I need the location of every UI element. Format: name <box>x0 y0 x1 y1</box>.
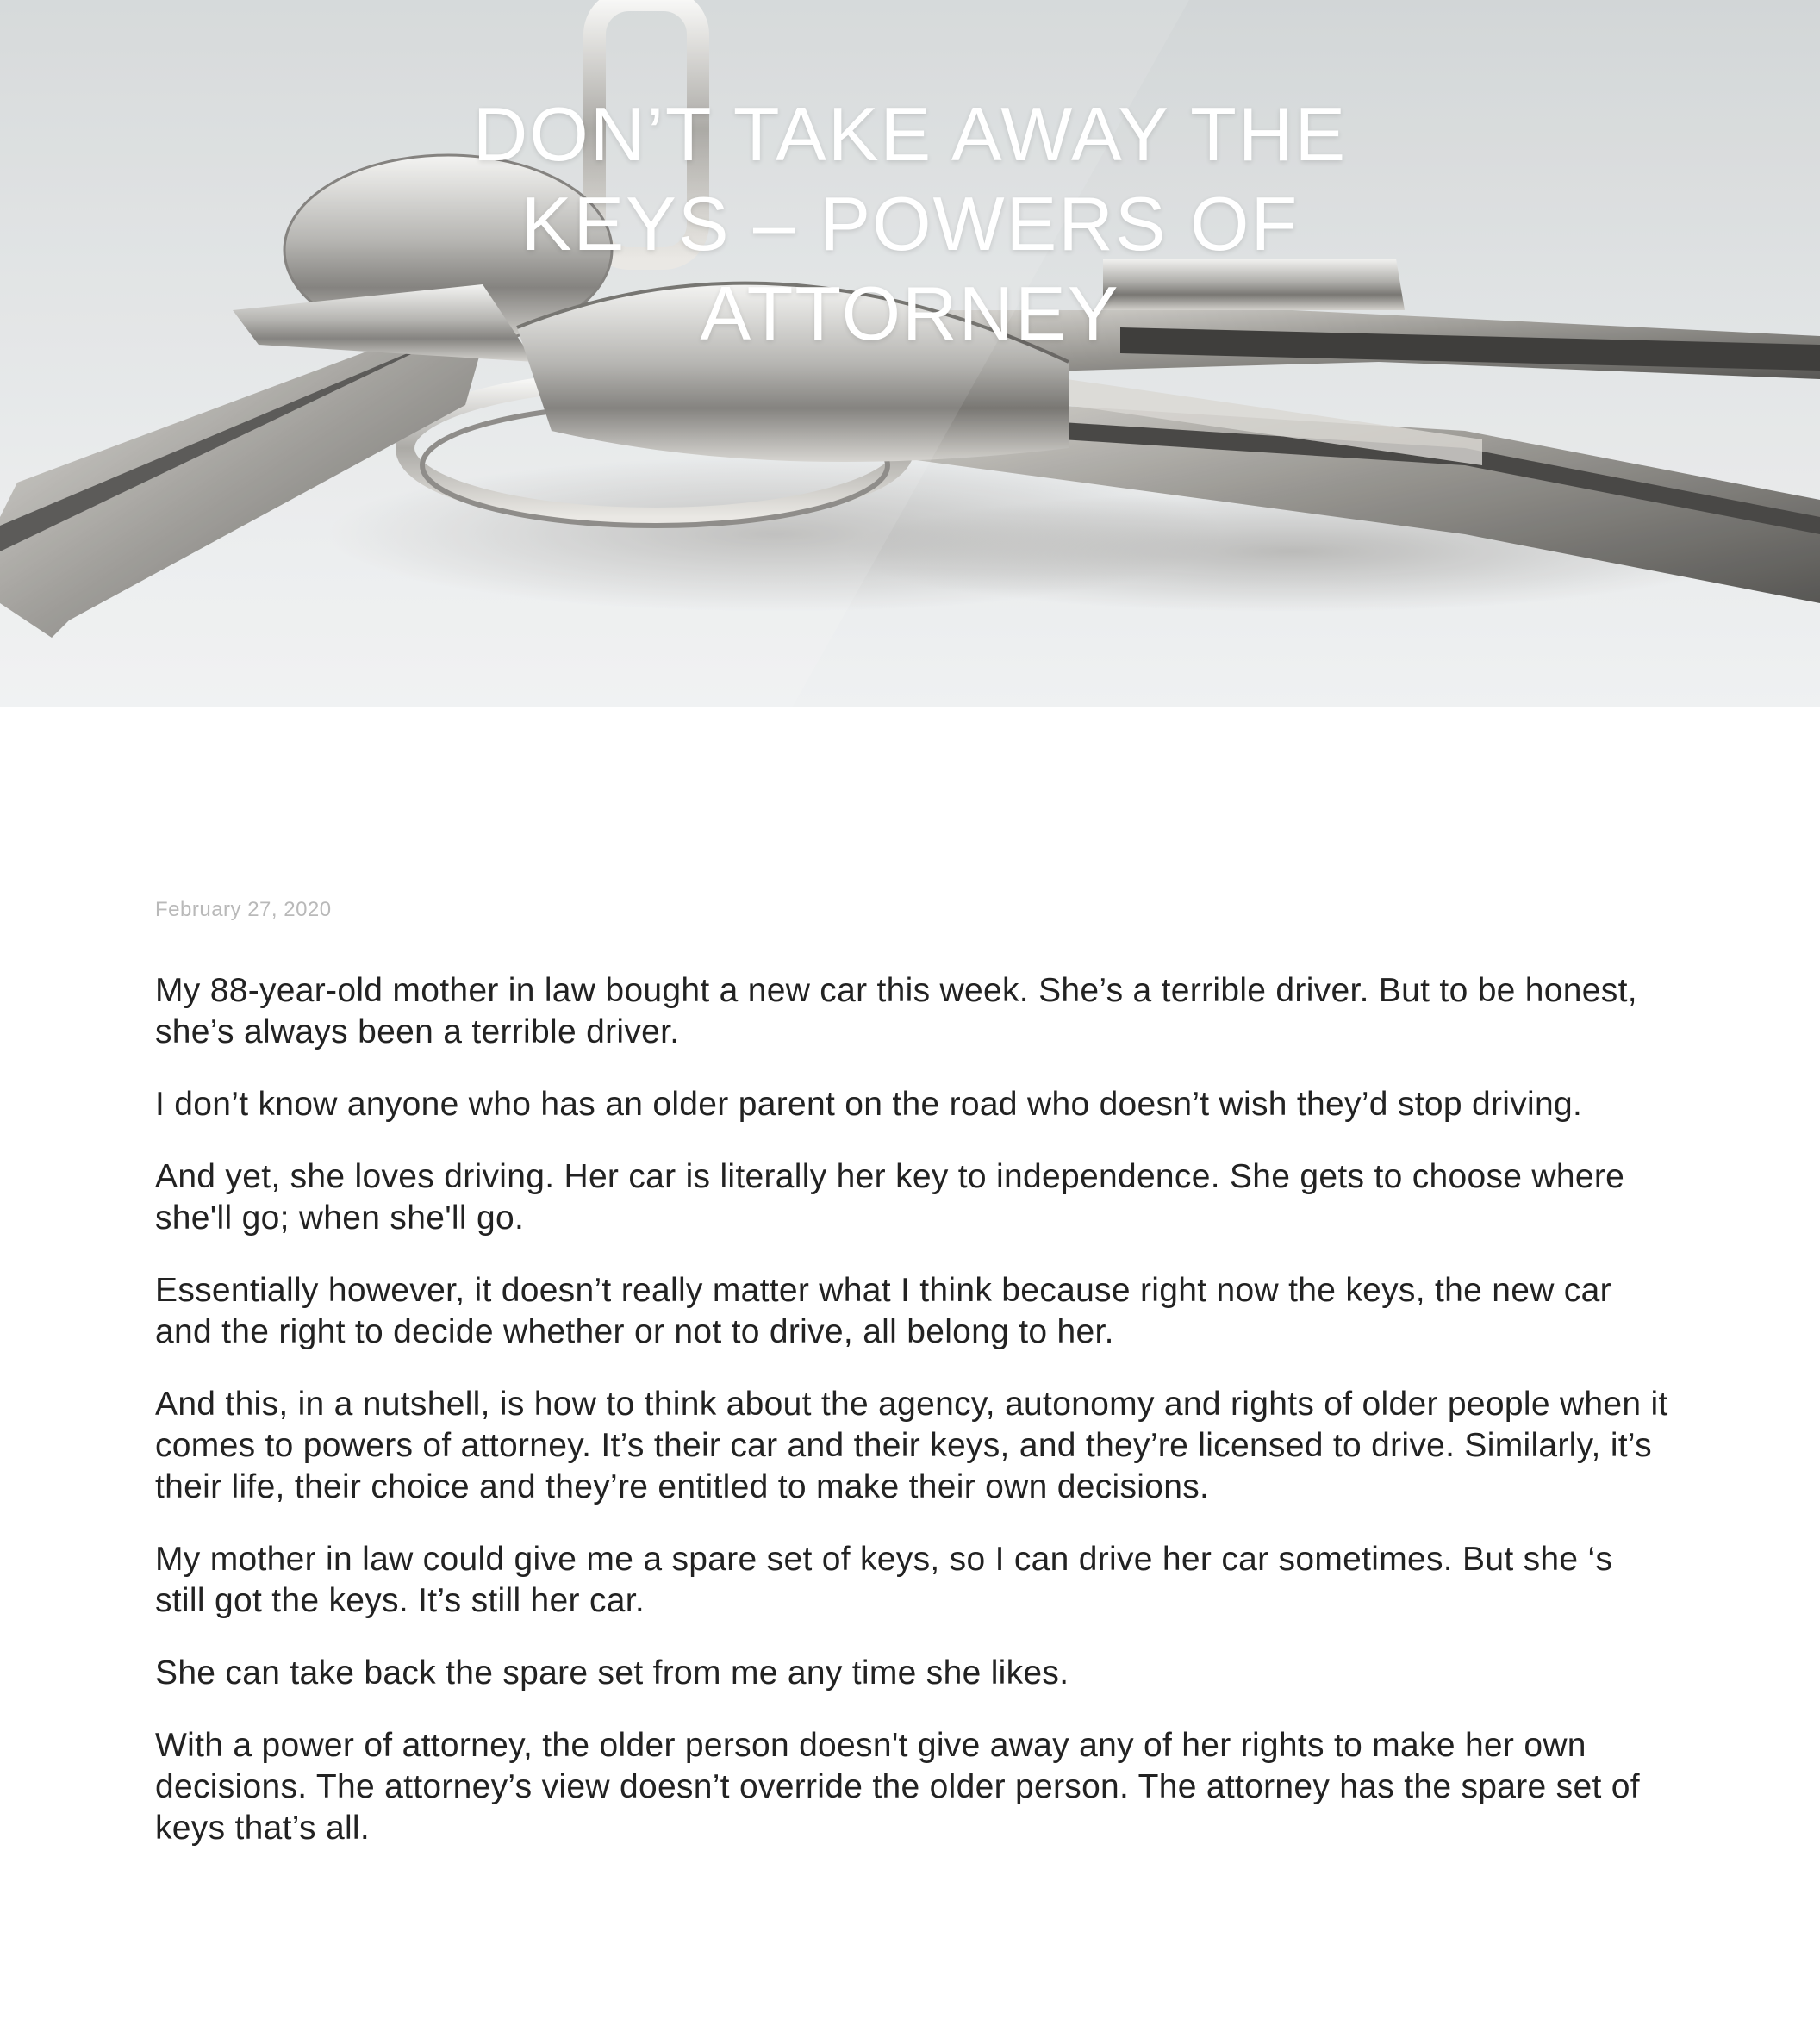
hero-banner <box>0 0 1820 707</box>
paragraph: And this, in a nutshell, is how to think about the agency, autonomy and rights of older people when it comes to powers of attorney. It’s their car and their keys, and they’re licensed to drive. Similarly, it’s their life, their choice and they’re entitled to make their own decisions. <box>155 1386 1668 1505</box>
paragraph: And yet, she loves driving. Her car is literally her key to independence. She gets to choose where she'll go; when she'll go. <box>155 1158 1625 1237</box>
paragraph: She can take back the spare set from me any time she likes. <box>155 1654 1069 1692</box>
paragraph: My mother in law could give me a spare set of keys, so I can drive her car sometimes. But she ‘s still got the keys. It’s still her car. <box>155 1541 1613 1619</box>
paragraph: I don’t know anyone who has an older parent on the road who doesn’t wish they’d stop driving. <box>155 1086 1583 1123</box>
title-line-1: DON’T TAKE AWAY THE <box>472 91 1348 177</box>
page-title <box>393 90 1427 358</box>
post-body <box>155 970 1672 1849</box>
paragraph: Essentially however, it doesn’t really matter what I think because right now the keys, the new car and the right to decide whether or not to drive, all belong to her. <box>155 1272 1611 1350</box>
title-line-3: ATTORNEY <box>700 271 1120 356</box>
post-content <box>155 896 1672 1880</box>
post-date: February 27, 2020 <box>155 898 332 921</box>
paragraph: With a power of attorney, the older person doesn't give away any of her rights to make her own decisions. The attorney’s view doesn’t override the older person. The attorney has the spare set of keys that’s all. <box>155 1727 1640 1847</box>
title-line-2: KEYS – POWERS OF <box>520 181 1300 266</box>
paragraph: My 88-year-old mother in law bought a new car this week. She’s a terrible driver. But to be honest, she’s always been a terrible driver. <box>155 972 1637 1050</box>
